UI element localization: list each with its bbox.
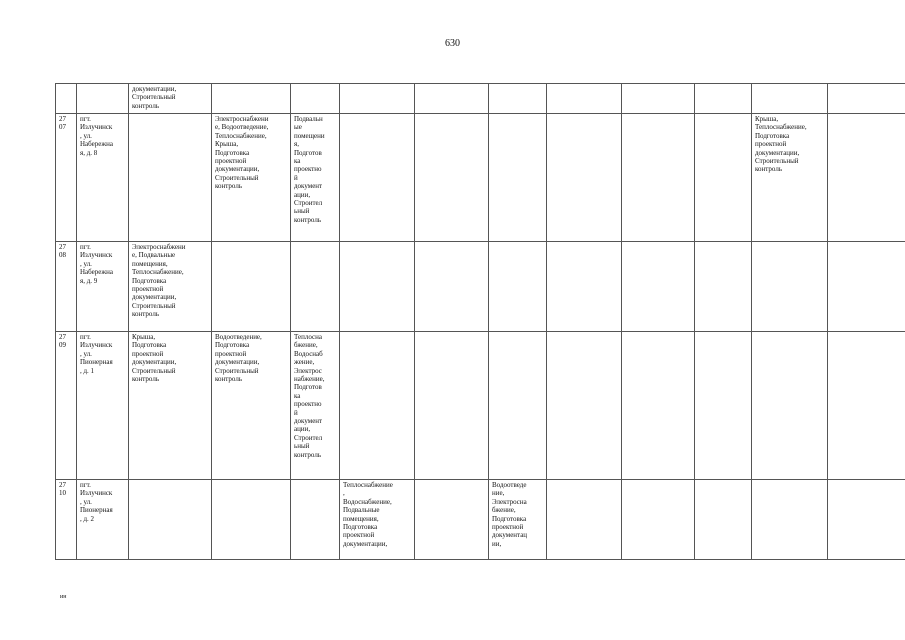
work-cell: [695, 480, 752, 560]
work-cell: [695, 84, 752, 114]
work-cell: [340, 84, 415, 114]
table-row: [56, 480, 905, 560]
work-cell: [291, 242, 340, 332]
work-cell: [212, 480, 291, 560]
address-cell: пгт. Излучинск , ул. Набережна я, д. 9: [77, 242, 129, 332]
work-cell: [129, 114, 212, 242]
work-cell: [415, 114, 489, 242]
work-cell: документации, Строительный контроль: [129, 84, 212, 114]
work-cell: [622, 480, 695, 560]
work-cell: [828, 480, 905, 560]
work-cell: [752, 480, 828, 560]
table-row: [56, 84, 905, 114]
work-cell: [695, 242, 752, 332]
address-cell: пгт. Излучинск , ул. Пионерная , д. 2: [77, 480, 129, 560]
address-cell: пгт. Излучинск , ул. Пионерная , д. 1: [77, 332, 129, 480]
work-cell: [547, 84, 622, 114]
row-number-cell: 27 10: [56, 480, 77, 560]
work-cell: Подвальн ые помещени я, Подготов ка проектно й документ ации, Строител ьный контроль: [291, 114, 340, 242]
address-cell: [77, 84, 129, 114]
work-cell: [622, 114, 695, 242]
work-cell: [752, 332, 828, 480]
work-cell: Крыша, Подготовка проектной документации, Строительный контроль: [129, 332, 212, 480]
work-cell: Электроснабжени е, Подвальные помещения, Теплоснабжение, Подготовка проектной документации, Строительный контроль: [129, 242, 212, 332]
work-cell: [340, 332, 415, 480]
work-cell: [291, 84, 340, 114]
row-number-cell: 27 09: [56, 332, 77, 480]
work-cell: Теплосна бжение, Водоснаб жение, Электрос набжение, Подготов ка проектно й документ ации, Строител ьный контроль: [291, 332, 340, 480]
footer-mark: ин: [60, 594, 67, 600]
row-number-cell: 27 08: [56, 242, 77, 332]
work-cell: [752, 84, 828, 114]
work-cell: [415, 332, 489, 480]
work-cell: [547, 332, 622, 480]
work-cell: [212, 242, 291, 332]
work-cell: [828, 84, 905, 114]
work-cell: [695, 114, 752, 242]
work-cell: [547, 480, 622, 560]
work-cell: [489, 332, 547, 480]
work-cell: [752, 242, 828, 332]
work-cell: [129, 480, 212, 560]
work-cell: [828, 114, 905, 242]
table-row: [56, 332, 905, 480]
work-cell: [489, 242, 547, 332]
work-cell: [340, 114, 415, 242]
work-cell: [547, 114, 622, 242]
work-cell: [695, 332, 752, 480]
table-row: [56, 242, 905, 332]
work-cell: [415, 480, 489, 560]
row-number-cell: 27 07: [56, 114, 77, 242]
row-number-cell: [56, 84, 77, 114]
table-row: [56, 114, 905, 242]
work-cell: [340, 242, 415, 332]
work-cell: Водоотведение, Подготовка проектной документации, Строительный контроль: [212, 332, 291, 480]
work-cell: [415, 84, 489, 114]
work-cell: [212, 84, 291, 114]
work-cell: [828, 332, 905, 480]
address-cell: пгт. Излучинск , ул. Набережна я, д. 8: [77, 114, 129, 242]
housing-repair-table: [55, 83, 905, 560]
work-cell: [489, 84, 547, 114]
work-cell: [489, 114, 547, 242]
work-cell: [291, 480, 340, 560]
work-cell: Водоотведе ние, Электросна бжение, Подготовка проектной документац ии,: [489, 480, 547, 560]
work-cell: Электроснабжени е, Водоотведение, Теплоснабжение, Крыша, Подготовка проектной документации, Строительный контроль: [212, 114, 291, 242]
page-number: 630: [445, 38, 460, 49]
work-cell: [622, 84, 695, 114]
work-cell: Теплоснабжение , Водоснабжение, Подвальные помещения, Подготовка проектной документации,: [340, 480, 415, 560]
work-cell: [547, 242, 622, 332]
work-cell: [828, 242, 905, 332]
work-cell: [415, 242, 489, 332]
work-cell: [622, 332, 695, 480]
work-cell: Крыша, Теплоснабжение, Подготовка проектной документации, Строительный контроль: [752, 114, 828, 242]
work-cell: [622, 242, 695, 332]
